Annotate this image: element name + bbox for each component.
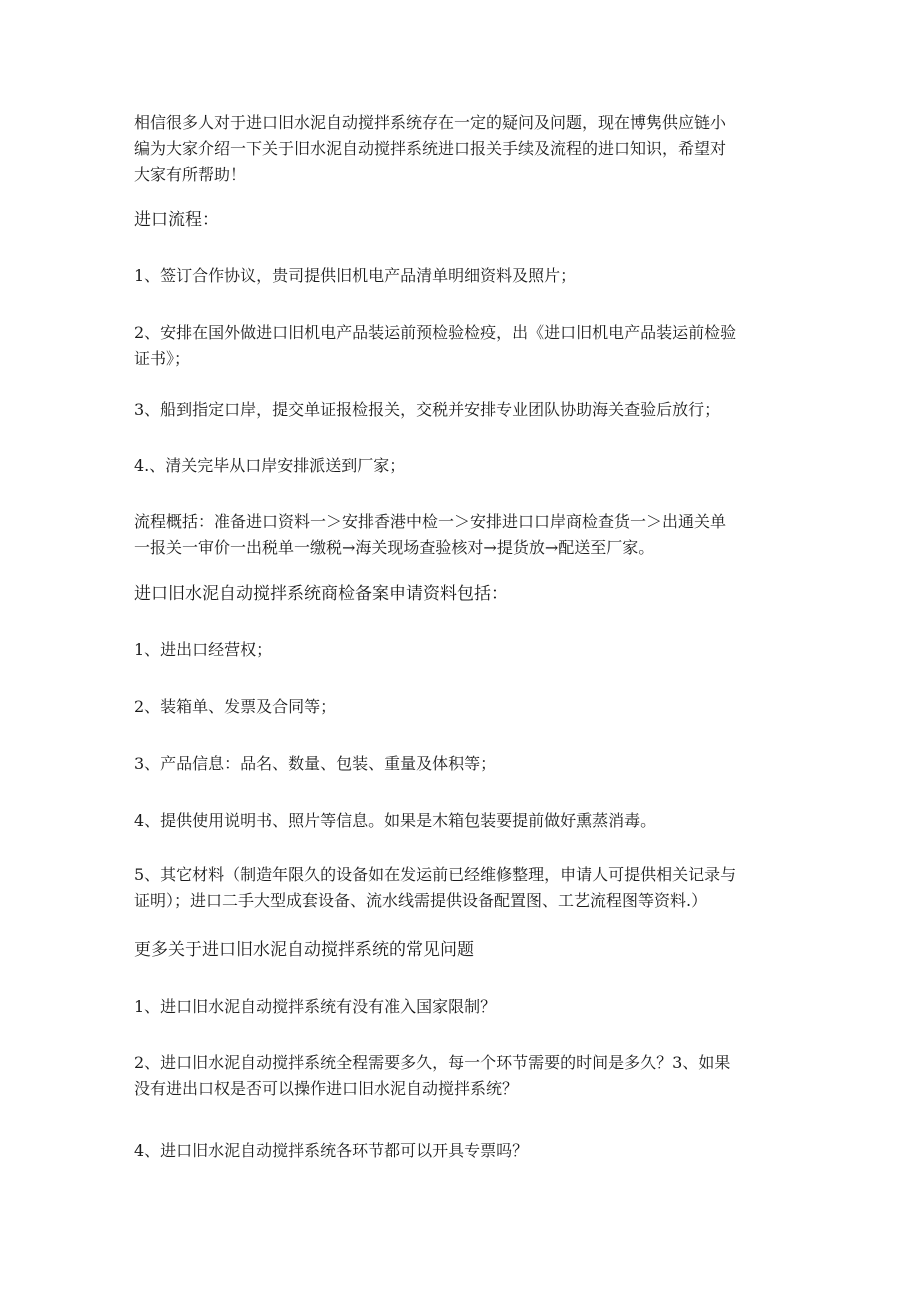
text-line: 1、进口旧水泥自动搅拌系统有没有准入国家限制？ — [134, 997, 497, 1016]
process-summary — [134, 509, 784, 561]
text-line: 编为大家介绍一下关于旧水泥自动搅拌系统进口报关手续及流程的进口知识，希望对 — [134, 139, 727, 158]
text-line: 流程概括：准备进口资料一＞安排香港中检一＞安排进口口岸商检查货一＞出通关单 — [134, 512, 727, 531]
text-line: 3、船到指定口岸，提交单证报检报关，交税并安排专业团队协助海关查验后放行； — [134, 400, 721, 419]
faq-item-2 — [134, 1050, 784, 1102]
faq-item-1 — [134, 994, 784, 1020]
materials-item-1 — [134, 637, 784, 663]
text-line: 证书》； — [134, 349, 191, 368]
text-line: 相信很多人对于进口旧水泥自动搅拌系统存在一定的疑问及问题，现在博隽供应链小 — [134, 113, 727, 132]
text-line: 没有进出口权是否可以操作进口旧水泥自动搅拌系统？ — [134, 1079, 519, 1098]
text-line: 4、进口旧水泥自动搅拌系统各环节都可以开具专票吗？ — [134, 1141, 529, 1160]
text-line: 2、装箱单、发票及合同等； — [134, 697, 337, 716]
text-line: 2、进口旧水泥自动搅拌系统全程需要多久，每一个环节需要的时间是多久？3、如果 — [134, 1053, 731, 1072]
text-line: 一报关一审价一出税单一缴税→海关现场查验核对→提货放→配送至厂家。 — [134, 538, 655, 557]
process-step-3 — [134, 397, 784, 423]
text-line: 3、产品信息：品名、数量、包装、重量及体积等； — [134, 754, 497, 773]
text-line: 4、提供使用说明书、照片等信息。如果是木箱包装要提前做好熏蒸消毒。 — [134, 811, 657, 830]
text-line: 1、进出口经营权； — [134, 640, 273, 659]
intro-paragraph — [134, 110, 784, 188]
process-heading: 进口流程： — [134, 210, 219, 230]
faq-heading: 更多关于进口旧水泥自动搅拌系统的常见问题 — [134, 940, 474, 960]
faq-item-3 — [134, 1138, 784, 1164]
process-step-2 — [134, 320, 784, 372]
process-step-1 — [134, 263, 784, 289]
materials-item-4 — [134, 808, 784, 834]
process-step-4 — [134, 453, 784, 479]
text-line: 1、签订合作协议，贵司提供旧机电产品清单明细资料及照片； — [134, 266, 577, 285]
materials-item-3 — [134, 751, 784, 777]
text-line: 4.、清关完毕从口岸安排派送到厂家； — [134, 456, 406, 475]
text-line: 5、其它材料（制造年限久的设备如在发运前已经维修整理，申请人可提供相关记录与 — [134, 865, 737, 884]
materials-item-2 — [134, 694, 784, 720]
materials-heading: 进口旧水泥自动搅拌系统商检备案申请资料包括： — [134, 584, 508, 604]
materials-item-5 — [134, 862, 784, 914]
text-line: 2、安排在国外做进口旧机电产品装运前预检验检疫，出《进口旧机电产品装运前检验 — [134, 323, 737, 342]
text-line: 大家有所帮助！ — [134, 165, 247, 184]
text-line: 证明）；进口二手大型成套设备、流水线需提供设备配置图、工艺流程图等资料.） — [134, 891, 708, 910]
